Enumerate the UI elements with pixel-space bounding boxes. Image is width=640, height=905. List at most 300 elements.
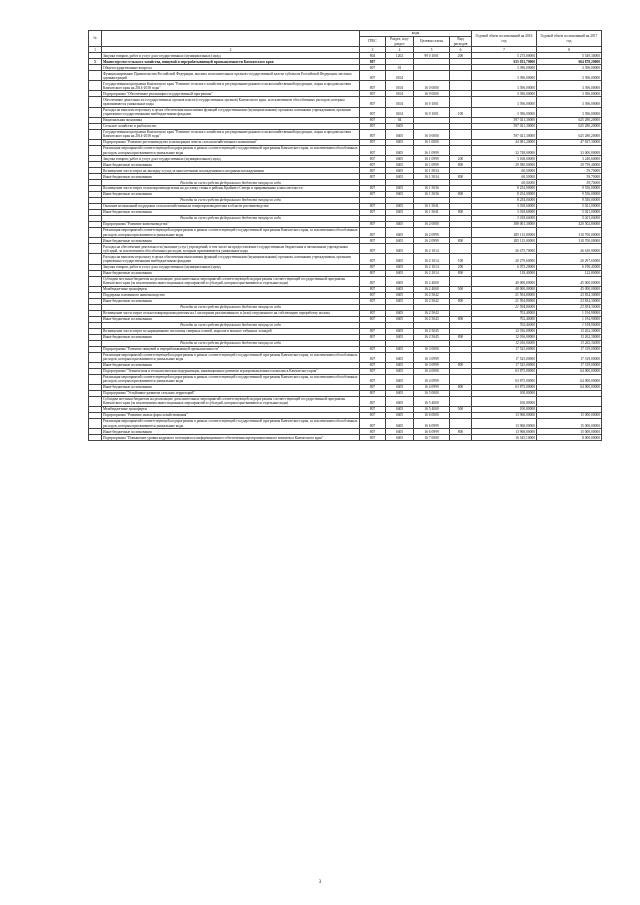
row-name: Иные бюджетные ассигнования [102, 429, 360, 435]
row-target: 16 4 0999 [414, 374, 450, 384]
row-2016: 8 254,00000 [472, 186, 537, 192]
row-razdel: 0405 [386, 210, 414, 216]
row-target: 99 0 1001 [414, 53, 450, 59]
row-2016: 17 525,00000 [472, 346, 537, 352]
row-grbs: 807 [360, 368, 386, 374]
row-2017: 3 240,60000 [537, 156, 602, 162]
index-cell: 2 [102, 47, 360, 53]
row-2016: 16 545,10000 [472, 435, 537, 441]
row-2016: 635 033,70000 [472, 59, 537, 65]
row-name: Расходы на выплаты персоналу в целях обеспечения выполнения функций государственными (муниципальными) органами, казенными учреждениями, органами управления государственными внебюджетными фондами [102, 254, 360, 264]
row-name: Закупка товаров, работ и услуг для государственных (муниципальных) нужд [102, 264, 360, 270]
row-2017: 6 190,45000 [537, 264, 602, 270]
row-2017: 3 396,00000 [537, 107, 602, 117]
row-2017: 47 637,30000 [537, 140, 602, 146]
row-name: Иные бюджетные ассигнования [102, 238, 360, 244]
row-target: 16 5 4000 [414, 396, 450, 406]
row-2017: 17 319,00000 [537, 346, 602, 352]
row-name: Подпрограмма "Устойчивое развитие сельских территорий" [102, 390, 360, 396]
row-target: 16 1 5036 [414, 192, 450, 198]
row-grbs: 807 [360, 264, 386, 270]
table-row [89, 418, 602, 428]
row-2016: 63 875,00000 [472, 384, 537, 390]
row-2017: 15 000,00000 [537, 413, 602, 419]
row-name: Государственная программа Камчатского края "Развитие сельского хозяйства и регулирование рынков сельскохозяйственной продукции, сырья и продовольствия Камчатского края на 2014-2018 годы" [102, 81, 360, 91]
row-2017: 1 194,90000 [537, 322, 602, 328]
row-2017: 5 021,00000 [537, 210, 602, 216]
row-2016: 597 021,30000 [472, 123, 537, 129]
row-name: Реализация мероприятий соответствующей подпрограммы в рамках соответствующей государственной программы Камчатского края, за исключением обособленных расходов, которым присваиваются уникальные коды [103, 375, 358, 384]
row-razdel: 0405 [386, 204, 414, 210]
row-vid: 100 [450, 254, 472, 264]
row-target: 16 1 5036 [414, 186, 450, 192]
row-name: Расходы за счет средств федерального бюджета текущего года [102, 340, 360, 346]
row-name: Иные бюджетные ассигнования [102, 384, 360, 390]
row-2016: 3 018,60000 [472, 204, 537, 210]
row-razdel: 0405 [386, 346, 414, 352]
row-target: 16 1 5034 [414, 168, 450, 174]
row-name: Подпрограмма "Обеспечение реализации государственной программы" [102, 91, 360, 97]
row-2016: 12 016,00000 [472, 334, 537, 340]
row-num [89, 244, 102, 254]
row-target: 16 0 0000 [414, 81, 450, 91]
row-2016: 597 021,30000 [472, 129, 537, 139]
row-grbs: 807 [360, 97, 386, 107]
row-num [89, 71, 102, 81]
row-target: 16 5 0000 [414, 390, 450, 396]
row-2016: 5 275,00000 [472, 53, 537, 59]
row-name: Подпрограмма "Развитие пищевой и перерабатывающей промышленности" [102, 346, 360, 352]
row-target: 16 0 0000 [414, 129, 450, 139]
header-vid: Вид расходов [450, 36, 472, 46]
row-num [89, 145, 102, 155]
row-2017: 26 610,90000 [537, 244, 602, 254]
row-razdel: 0405 [386, 316, 414, 322]
row-target: 16 5 4000 [414, 407, 450, 413]
row-name: Сельское хозяйство и рыболовство [102, 123, 360, 129]
row-2017: 64 000,00000 [537, 368, 602, 374]
row-2016: 3 396,00000 [472, 81, 537, 91]
row-2017: 13 262,30000 [537, 328, 602, 334]
row-2016: 21 594,80000 [472, 292, 537, 298]
row-vid: 800 [450, 429, 472, 435]
row-2017: 33 000,00000 [537, 145, 602, 155]
row-target: 16 2 5043 [414, 310, 450, 316]
row-target: 16 3 0999 [414, 362, 450, 368]
row-name: Национальная экономика [102, 117, 360, 123]
row-2017: 17 319,00000 [537, 362, 602, 368]
row-2017: 310 700,00000 [537, 238, 602, 244]
table-row [89, 374, 602, 384]
row-name: Расходы за счет средств федерального бюджета текущего года [102, 198, 360, 204]
row-grbs: 807 [360, 418, 386, 428]
row-2016: 60,50000 [472, 180, 537, 186]
row-2016: 63 875,00000 [472, 374, 537, 384]
row-razdel: 0104 [386, 107, 414, 117]
row-2016: 3 168,00000 [472, 156, 537, 162]
row-razdel: 0405 [386, 162, 414, 168]
row-razdel: 0405 [386, 192, 414, 198]
row-razdel: 0405 [386, 286, 414, 292]
row-name: Подпрограмма "Развитие растениеводства и мелиорации земель сельскохозяйственного назначения" [102, 140, 360, 146]
row-name: Возмещение части затрат сельхозтоваропроизводителям на 1 килограмм реализованного и (или) отгруженного на собственную переработку молока [102, 310, 360, 316]
table-row [89, 81, 602, 91]
row-2017: 5 021,00000 [537, 216, 602, 222]
row-target: 16 1 5034 [414, 174, 450, 180]
row-grbs: 807 [360, 413, 386, 419]
row-2016: 3 396,00000 [472, 97, 537, 107]
row-name: Оказание несвязанной поддержки сельскохозяйственным товаропроизводителям в области растениеводства [102, 204, 360, 210]
row-2017: 122,80000 [537, 270, 602, 276]
row-grbs: 807 [360, 276, 386, 286]
row-name: Возмещение части затрат по наращиванию поголовья северных оленей, маралов и мясных табунных лошадей [102, 328, 360, 334]
row-vid: 800 [450, 174, 472, 180]
row-razdel: 0104 [386, 91, 414, 97]
row-razdel: 0405 [386, 352, 414, 362]
row-target: 16 2 0999 [414, 227, 450, 237]
row-target: 16 2 5042 [414, 292, 450, 298]
row-target: 16 3 0000 [414, 346, 450, 352]
row-razdel: 0405 [386, 186, 414, 192]
row-vid: 800 [450, 316, 472, 322]
row-grbs: 807 [360, 129, 386, 139]
row-2016: 3 396,00000 [472, 71, 537, 81]
row-num [89, 254, 102, 264]
row-razdel: 0405 [386, 413, 414, 419]
row-target: 16 2 5042 [414, 298, 450, 304]
row-vid [450, 396, 472, 406]
row-grbs: 807 [360, 407, 386, 413]
row-grbs: 807 [360, 270, 386, 276]
row-target: 16 2 4000 [414, 276, 450, 286]
row-target: 16 1 5041 [414, 204, 450, 210]
row-grbs: 807 [360, 140, 386, 146]
row-name: Закупка товаров, работ и услуг для государственных (муниципальных) нужд [102, 53, 360, 59]
row-num [89, 107, 102, 117]
row-2016: 388 001,30000 [472, 222, 537, 228]
row-vid: 500 [450, 286, 472, 292]
row-razdel: 0405 [386, 156, 414, 162]
row-2017: 64 000,00000 [537, 374, 602, 384]
row-2017: 9 556,00000 [537, 186, 602, 192]
index-cell: 3 [360, 47, 386, 53]
row-target: 16 2 5045 [414, 328, 450, 334]
row-2017: 420 502,80000 [537, 222, 602, 228]
row-grbs: 807 [360, 186, 386, 192]
row-grbs: 807 [360, 65, 386, 71]
row-target: 16 2 1014 [414, 254, 450, 264]
row-name: Иные бюджетные ассигнования [102, 316, 360, 322]
row-2016: 3 396,00000 [472, 91, 537, 97]
table-body [89, 53, 602, 441]
row-razdel: 0405 [386, 222, 414, 228]
row-grbs: 807 [360, 396, 386, 406]
row-name: Возмещение части затрат сельхозпроизводителям на доставку семян в районы Крайнего Севера и приравненные к ним местности [102, 186, 360, 192]
row-2016: 285 115,00000 [472, 227, 537, 237]
row-name: Функционирование Правительства Российской Федерации, высших исполнительных органов государственной власти субъектов Российской Федерации, местных администраций [102, 71, 360, 81]
row-2017 [537, 396, 602, 406]
row-razdel: 0405 [386, 123, 414, 129]
row-2017: 8 000,00000 [537, 435, 602, 441]
row-name: Субсидии местным бюджетам на реализацию дополнительных мероприятий соответствующей подпрограммы соответствующей государственной программы Камчатского края (за исключением инвестиционных мероприятий и субсидий, которым присваиваются отдельные коды) [102, 396, 360, 406]
row-name: Подпрограмма "Развитие малых форм хозяйствования" [102, 413, 360, 419]
row-2016: 44 081,20000 [472, 140, 537, 146]
table-row [89, 129, 602, 139]
row-grbs: 807 [360, 334, 386, 340]
row-name: Расходы за счет средств федерального бюджета текущего года [102, 216, 360, 222]
row-2016: 597 021,30000 [472, 117, 537, 123]
row-2017: 17 319,00000 [537, 352, 602, 362]
row-name: Поддержка племенного животноводства [102, 292, 360, 298]
row-vid: 800 [450, 238, 472, 244]
row-2017: 3 396,00000 [537, 91, 602, 97]
row-2017: 1 194,90000 [537, 316, 602, 322]
row-name: Иные бюджетные ассигнования [102, 210, 360, 216]
row-vid [450, 227, 472, 237]
header-razdel: Раздел, под-раздел [386, 36, 414, 46]
row-num [89, 396, 102, 406]
row-razdel: 0405 [386, 429, 414, 435]
row-2016: 6 075,20000 [472, 264, 537, 270]
row-target: 16 7 0000 [414, 435, 450, 441]
row-num [89, 374, 102, 384]
row-razdel: 0405 [386, 276, 414, 286]
row-vid [450, 81, 472, 91]
row-razdel: 0405 [386, 292, 414, 298]
row-2016: 21 594,80000 [472, 298, 537, 304]
row-razdel: 0405 [386, 168, 414, 174]
row-grbs: 807 [360, 254, 386, 264]
row-vid: 800 [450, 362, 472, 368]
index-cell: 5 [414, 47, 450, 53]
row-razdel: 0405 [386, 374, 414, 384]
row-2016: 8 254,00000 [472, 198, 537, 204]
row-target: 16 1 0000 [414, 140, 450, 146]
row-grbs: 807 [360, 316, 386, 322]
row-target: 16 4 0000 [414, 368, 450, 374]
row-grbs: 807 [360, 286, 386, 292]
row-name: Расходы на обеспечение деятельности (оказание услуг) учреждений, в том числе на предоставление государственным бюджетным и автономным учреждениям субсидий, за исключением обособленных расходов, которым присваиваются уникальные коды [102, 244, 360, 254]
row-grbs: 807 [360, 352, 386, 362]
row-razdel: 0405 [386, 418, 414, 428]
row-name: Субсидии местным бюджетам на реализацию дополнительных мероприятий соответствующей подпрограммы соответствующей государственной программы Камчатского края (за исключением инвестиционных мероприятий и субсидий, которым присваиваются отдельные коды) [102, 276, 360, 286]
row-razdel: 0405 [386, 298, 414, 304]
row-name: Обеспечение деятельности государственных органов власти (государственных органов) Камчатского края, за исключением обособленных расходов, которым присваиваются уникальные коды [102, 97, 360, 107]
row-name: Иные бюджетные ассигнования [102, 362, 360, 368]
index-cell: 8 [537, 47, 602, 53]
row-2017: 625 280,20000 [537, 129, 602, 139]
row-vid [450, 129, 472, 139]
row-grbs: 807 [360, 429, 386, 435]
row-2016: 8 254,00000 [472, 192, 537, 198]
row-grbs: 807 [360, 192, 386, 198]
row-name: Министерство сельского хозяйства, пищевой и перерабатывающей промышленности Камчатского края [102, 59, 360, 65]
row-vid [450, 244, 472, 254]
row-razdel: 0405 [386, 390, 414, 396]
row-name: Иные бюджетные ассигнования [102, 334, 360, 340]
row-name: Межбюджетные трансферты [102, 286, 360, 292]
row-num [89, 97, 102, 107]
row-grbs: 807 [360, 384, 386, 390]
row-vid [450, 435, 472, 441]
row-target: 16 1 0999 [414, 162, 450, 168]
row-grbs: 807 [360, 156, 386, 162]
row-2016: 285 115,00000 [472, 238, 537, 244]
row-vid: 800 [450, 334, 472, 340]
row-grbs: 807 [360, 292, 386, 298]
row-2017: 625 280,20000 [537, 123, 602, 129]
row-grbs: 807 [360, 145, 386, 155]
row-razdel: 0405 [386, 310, 414, 316]
row-target: 16 9 1001 [414, 107, 450, 117]
row-target: 16 2 0000 [414, 222, 450, 228]
row-2017: 20 297,65000 [537, 254, 602, 264]
row-2016: 40 000,00000 [472, 286, 537, 292]
row-name: Реализация мероприятий соответствующей подпрограммы в рамках соответствующей государственной программы Камчатского края, за исключением обособленных расходов, которым присваиваются уникальные коды [103, 352, 358, 362]
row-razdel: 0405 [386, 244, 414, 254]
row-2016: 702,40000 [472, 316, 537, 322]
row-2017: 45 000,00000 [537, 276, 602, 286]
row-target: 16 4 0999 [414, 384, 450, 390]
header-num: № [89, 31, 102, 47]
row-num [89, 129, 102, 139]
row-grbs: 807 [360, 123, 386, 129]
row-2017: 59,70000 [537, 168, 602, 174]
row-name: Расходы на выплаты персоналу в целях обеспечения выполнения функций государственными (муниципальными) органами, казенными учреждениями, органами управления государственными внебюджетными фондами [102, 107, 360, 117]
row-razdel: 0405 [386, 129, 414, 139]
row-razdel: 01 [386, 65, 414, 71]
row-vid [450, 374, 472, 384]
row-razdel: 0405 [386, 145, 414, 155]
row-2016: 100,00000 [472, 390, 537, 396]
row-razdel: 0104 [386, 71, 414, 81]
row-name: Реализация мероприятий соответствующей подпрограммы в рамках соответствующей государственной программы Камчатского края, за исключением обособленных расходов, которым присваиваются уникальные коды [103, 419, 358, 428]
row-vid: 200 [450, 53, 472, 59]
row-2017: 23 834,30000 [537, 304, 602, 310]
row-2017: 3 396,00000 [537, 65, 602, 71]
row-vid: 800 [450, 298, 472, 304]
row-2016: 32 748,00000 [472, 145, 537, 155]
row-grbs: 807 [360, 222, 386, 228]
index-cell: 4 [386, 47, 414, 53]
row-target: 16 1 0999 [414, 156, 450, 162]
row-grbs: 807 [360, 244, 386, 254]
row-2016: 12 016,00000 [472, 328, 537, 334]
row-2016: 60,50000 [472, 174, 537, 180]
index-cell: 6 [450, 47, 472, 53]
row-2017: 15 000,00000 [537, 418, 602, 428]
row-target: 16 6 0999 [414, 418, 450, 428]
row-vid [450, 71, 472, 81]
row-2017: 45 000,00000 [537, 286, 602, 292]
row-target: 16 2 5043 [414, 316, 450, 322]
row-name: Подпрограмма "Повышение уровня кадрового потенциала и информационного обеспечения агропромышленного комплекса Камчатского края" [102, 435, 360, 441]
row-num [89, 352, 102, 362]
row-2016: 40 000,00000 [472, 276, 537, 286]
row-2017: 15 000,00000 [537, 429, 602, 435]
row-2016: 20 279,60000 [472, 254, 537, 264]
row-grbs: 807 [360, 107, 386, 117]
row-grbs: 807 [360, 204, 386, 210]
row-grbs: 807 [360, 162, 386, 168]
row-grbs: 807 [360, 346, 386, 352]
row-grbs: 807 [360, 390, 386, 396]
row-vid: 500 [450, 407, 472, 413]
row-name: Подпрограмма "Развитие животноводства" [102, 222, 360, 228]
row-2017: 5 021,00000 [537, 204, 602, 210]
row-2016: 63 875,00000 [472, 368, 537, 374]
row-2017: 23 834,30000 [537, 292, 602, 298]
row-num [89, 276, 102, 286]
row-2016: 13 968,00000 [472, 418, 537, 428]
row-2016: 13 968,00000 [472, 413, 537, 419]
row-target: 16 6 0999 [414, 429, 450, 435]
row-target: 16 3 0999 [414, 352, 450, 362]
row-2016: 12 016,00000 [472, 340, 537, 346]
row-2017: 13 262,30000 [537, 334, 602, 340]
row-name: Межбюджетные трансферты [102, 407, 360, 413]
header-name [102, 31, 360, 47]
row-name: Расходы за счет средств федерального бюджета текущего года [102, 322, 360, 328]
row-vid: 800 [450, 270, 472, 276]
row-name: Закупка товаров, работ и услуг для государственных (муниципальных) нужд [102, 156, 360, 162]
row-2016: 702,40000 [472, 310, 537, 316]
table-row [89, 244, 602, 254]
row-target [414, 71, 450, 81]
row-razdel: 0405 [386, 140, 414, 146]
row-2016: 3 396,00000 [472, 107, 537, 117]
row-2017: 3 396,00000 [537, 81, 602, 91]
row-razdel: 0405 [386, 254, 414, 264]
table-row [89, 107, 602, 117]
row-grbs: 807 [360, 91, 386, 97]
row-2016: 26 475,70000 [472, 244, 537, 254]
row-2016: 118,40000 [472, 270, 537, 276]
row-target: 16 1 5041 [414, 210, 450, 216]
row-grbs: 807 [360, 174, 386, 180]
table-row [89, 254, 602, 264]
row-name: Общегосударственные вопросы [102, 65, 360, 71]
row-razdel: 0405 [386, 174, 414, 180]
row-razdel: 0405 [386, 334, 414, 340]
row-2016: 702,40000 [472, 322, 537, 328]
table-row [89, 396, 602, 406]
row-grbs: 807 [360, 168, 386, 174]
row-grbs: 807 [360, 310, 386, 316]
header-grbs: ГРБС [360, 36, 386, 46]
row-grbs: 807 [360, 238, 386, 244]
row-vid: 800 [450, 384, 472, 390]
header-codes: коды [360, 31, 472, 37]
row-2016: 17 525,00000 [472, 362, 537, 368]
row-razdel: 0405 [386, 362, 414, 368]
row-target: 16 2 5045 [414, 334, 450, 340]
row-2016: 21 594,80000 [472, 304, 537, 310]
row-2017: 59,70000 [537, 174, 602, 180]
row-2017: 9 556,00000 [537, 192, 602, 198]
table-row [89, 145, 602, 155]
row-vid: 200 [450, 156, 472, 162]
row-2017: 29 759,40000 [537, 162, 602, 168]
row-2016: 3 018,60000 [472, 216, 537, 222]
row-vid: 100 [450, 107, 472, 117]
row-target: 16 2 4000 [414, 286, 450, 292]
row-vid: 800 [450, 162, 472, 168]
row-target: 16 2 1014 [414, 264, 450, 270]
row-razdel: 04 [386, 117, 414, 123]
row-grbs: 807 [360, 210, 386, 216]
row-2016: 60,50000 [472, 168, 537, 174]
